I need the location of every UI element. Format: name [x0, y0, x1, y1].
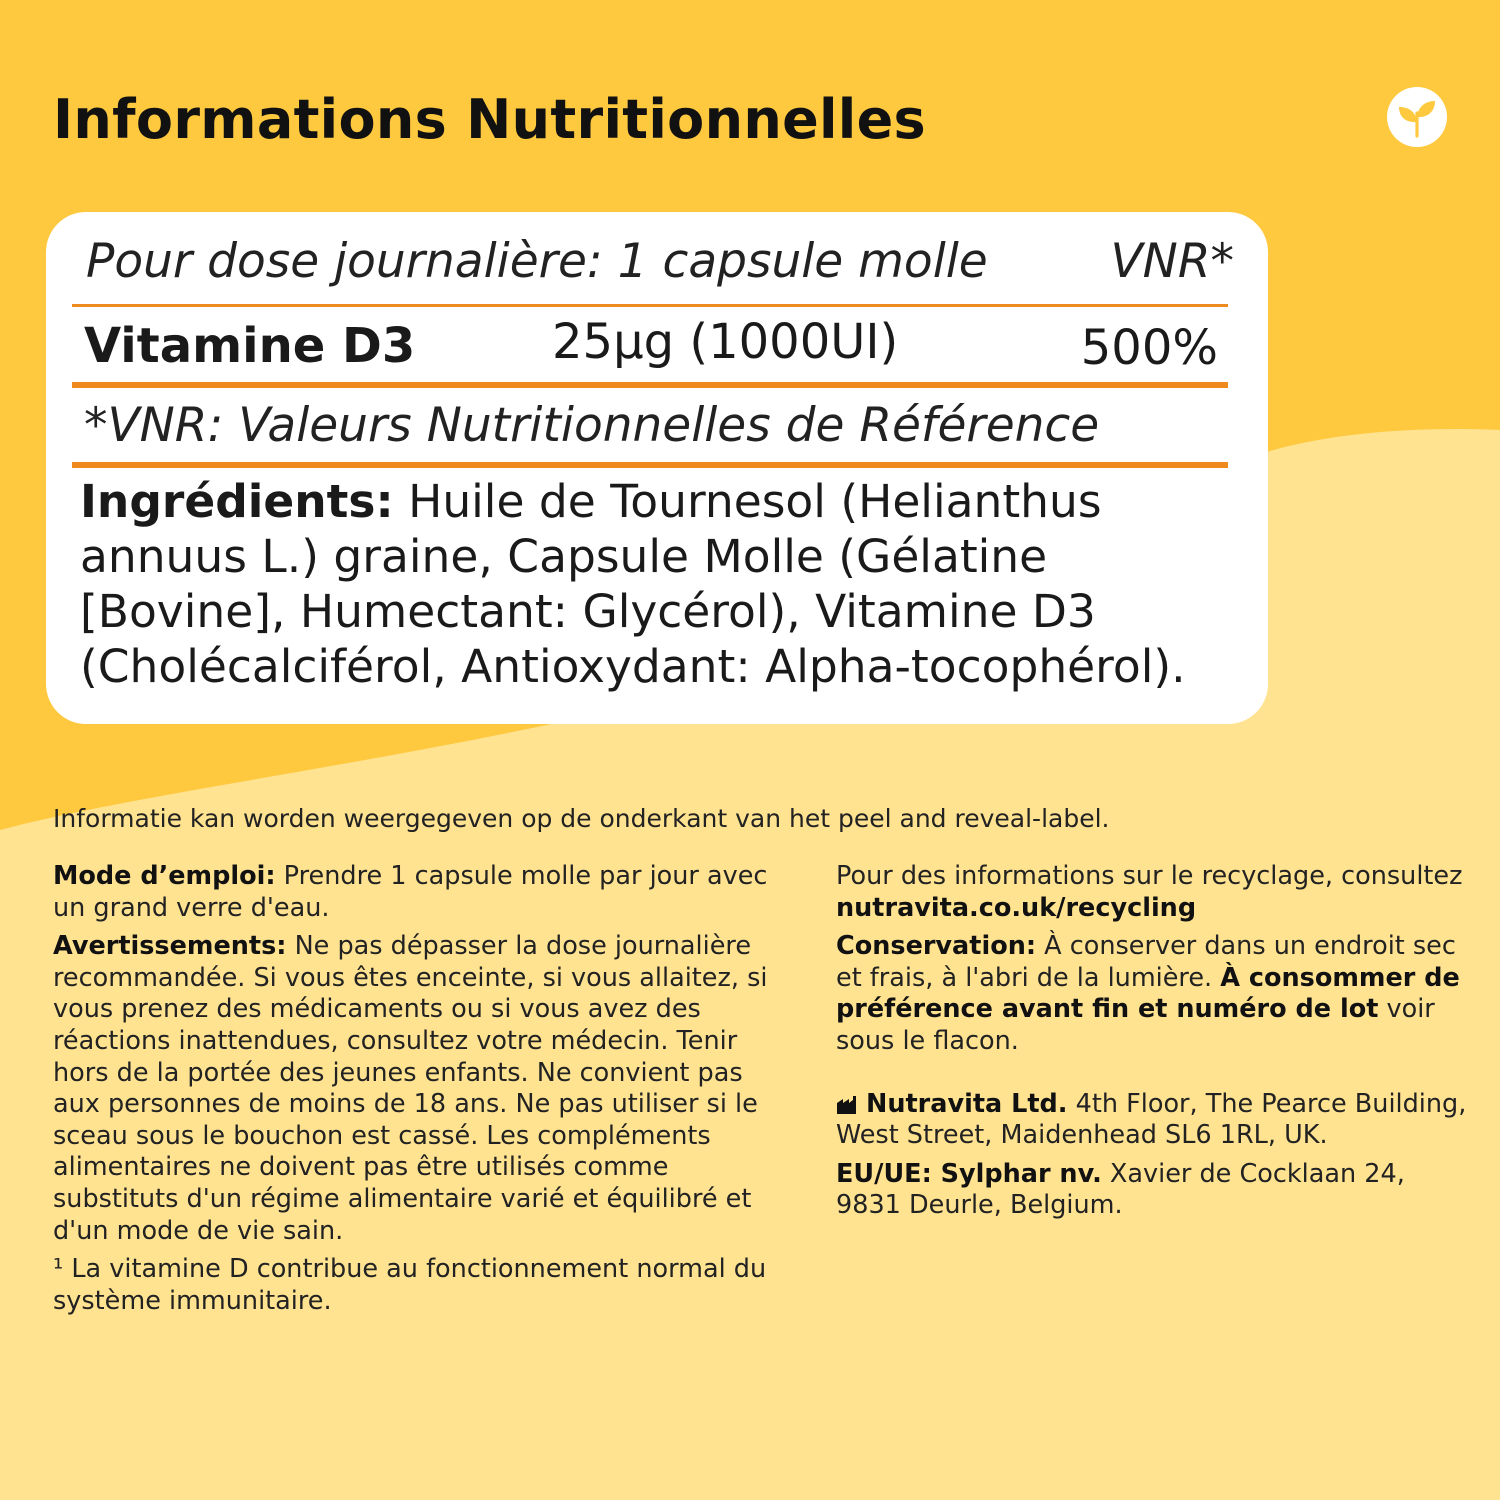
table-divider [72, 304, 1228, 307]
recycling-link[interactable]: nutravita.co.uk/recycling [836, 892, 1197, 923]
storage-label: Conservation: [836, 931, 1037, 962]
left-info-column [53, 861, 773, 1324]
eu-representative-label: EU/UE: Sylphar nv. [836, 1158, 1102, 1189]
nutrient-amount: 25µg (1000UI) [552, 314, 899, 370]
ingredients-label: Ingrédients: [80, 475, 394, 528]
directions-text: Prendre 1 capsule molle par jour avec un grand verre d'eau. [53, 861, 768, 923]
recycling-text: Pour des informations sur le recyclage, consultez [836, 861, 1463, 891]
ingredients-list: Huile de Tournesol (Helianthus annuus L.) graine, Capsule Molle (Gélatine [Bovine], Humectant: Glycérol), Vitamine D3 (Cholécalciférol, Antioxydant: Alpha-tocophérol). [80, 475, 1186, 693]
storage-tail: voir sous le flacon. [836, 994, 1435, 1056]
warnings-label: Avertissements: [53, 931, 287, 962]
health-claim: ¹ La vitamine D contribue au fonctionnement normal du système immunitaire. [53, 1254, 767, 1316]
table-divider [72, 382, 1228, 388]
directions-paragraph [53, 861, 773, 924]
vnr-footnote: *VNR: Valeurs Nutritionnelles de Référence [84, 398, 1100, 453]
storage-text: À conserver dans un endroit sec et frais, à l'abri de la lumière. [836, 931, 1456, 993]
eu-representative-address: Xavier de Cocklaan 24, 9831 Deurle, Belgium. [836, 1158, 1405, 1221]
manufacturer-name: Nutravita Ltd. [866, 1088, 1068, 1119]
vnr-column-header: VNR* [1110, 234, 1234, 289]
best-before-text: À consommer de préférence avant fin et numéro de lot [836, 962, 1460, 1025]
eu-representative-paragraph [836, 1159, 1476, 1222]
label-info-note: Informatie kan worden weergegeven op de onderkant van het peel and reveal-label. [53, 804, 1110, 833]
nutrient-name: Vitamine D3 [84, 318, 416, 374]
nutrient-vnr-percent: 500% [1080, 320, 1218, 376]
right-info-column [836, 861, 1476, 1229]
page-title: Informations Nutritionnelles [53, 88, 926, 151]
leaf-sprout-icon [1386, 86, 1448, 148]
serving-size-label: Pour dose journalière: 1 capsule molle [86, 234, 988, 289]
warnings-paragraph [53, 931, 773, 1247]
recycling-paragraph [836, 861, 1476, 924]
factory-icon [836, 1095, 858, 1115]
table-divider [72, 462, 1228, 468]
directions-label: Mode d’emploi: [53, 861, 276, 891]
manufacturer-address: 4th Floor, The Pearce Building, West Street, Maidenhead SL6 1RL, UK. [836, 1088, 1467, 1151]
storage-paragraph [836, 931, 1476, 1057]
ingredients-text [80, 474, 1250, 694]
warnings-text: Ne pas dépasser la dose journalière recommandée. Si vous êtes enceinte, si vous allaitez, si vous prenez des médicaments ou si vous avez des réactions inattendues, consultez votre médecin. Tenir hors de la portée des jeunes enfants. Ne convient pas aux personnes de moins de 18 ans. Ne pas utiliser si le sceau sous le bouchon est cassé. Les compléments alimentaires ne doivent pas être utilisés comme substituts d'un régime alimentaire varié et équilibré et d'un mode de vie sain. [53, 931, 768, 1246]
manufacturer-paragraph [836, 1089, 1476, 1152]
nutrition-card [46, 212, 1268, 724]
